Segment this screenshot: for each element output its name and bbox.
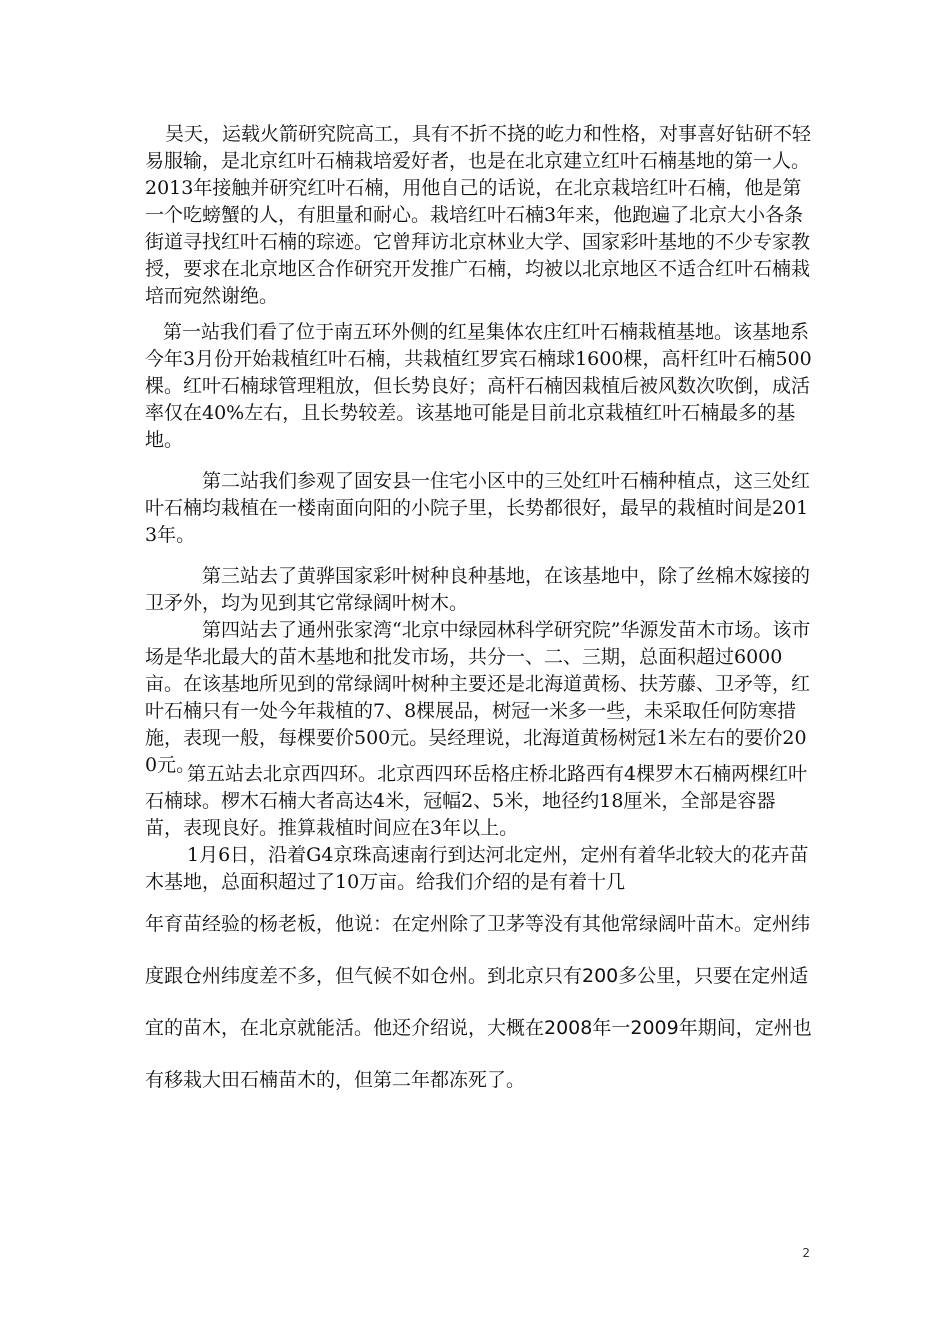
- paragraph-dingzhou-visit: 1月6日，沿着G4京珠高速南行到达河北定州，定州有着华北较大的花卉苗木基地，总面积超过了10万亩。给我们介绍的是有着十几: [145, 844, 809, 893]
- paragraph-wu-tian-intro: 吴天，运载火箭研究院高工，具有不折不挠的屹力和性格，对事喜好钻研不轻易服输，是北京红叶石楠栽培爱好者，也是在北京建立红叶石楠基地的第一人。2013年接触并研究红叶石楠，用他自己的话说，在北京栽培红叶石楠，他是第一个吃螃蟹的人，有胆量和耐心。栽培红叶石楠3年来，他跑遍了北京大小各条街道寻找红叶石楠的琮迹。它曾拜访北京林业大学、国家彩叶基地的不少专家教授，要求在北京地区合作研究开发推广石楠，均被以北京地区不适合红叶石楠栽培而宛然谢绝。: [145, 123, 812, 307]
- paragraph-fifth-stop: 第五站去北京西四环。北京西四环岳格庄桥北路西有4棵罗木石楠两棵红叶石楠球。椤木石楠大者高达4米，冠幅2、5米，地径约18厘米，全部是容器苗，表现良好。推算栽植时间应在3年以上。: [145, 763, 808, 839]
- paragraph-first-stop: 第一站我们看了位于南五环外侧的红星集体农庄红叶石楠栽植基地。该基地系今年3月份开始栽植红叶石楠，共栽植红罗宾石楠球1600棵，高杆红叶石楠500棵。红叶石楠球管理粗放，但长势良好；高杆石楠因栽植后被风数次吹倒，成活率仅在40%左右，且长势较差。该基地可能是目前北京栽植红叶石楠最多的基地。: [145, 321, 812, 451]
- paragraph-fourth-stop: 第四站去了通州张家湾“北京中绿园林科学研究院”华源发苗木市场。该市场是华北最大的苗木基地和批发市场，共分一、二、三期，总面积超过6000亩。在该基地所见到的常绿阔叶树种主要还是北海道黄杨、扶芳藤、卫矛等，红叶石楠只有一处今年栽植的7、8棵展品，树冠一米多一些，未采取任何防寒措施，表现一般，每棵要价500元。吴经理说，北海道黄杨树冠1米左右的要价200元。: [145, 619, 811, 776]
- paragraph-third-stop: 第三站去了黄骅国家彩叶树种良种基地，在该基地中，除了丝棉木嫁接的卫矛外，均为见到其它常绿阔叶树木。: [145, 565, 811, 614]
- page-number: 2: [802, 1246, 810, 1260]
- paragraph-dingzhou-quote: 年育苗经验的杨老板，他说：在定州除了卫茅等没有其他常绿阔叶苗木。定州纬度跟仓州纬度差不多，但气候不如仓州。到北京只有200多公里，只要在定州适宜的苗木，在北京就能活。他还介绍说，大概在2008年一2009年期间，定州也有移栽大田石楠苗木的，但第二年都冻死了。: [145, 913, 812, 1091]
- paragraph-second-stop: 第二站我们参观了固安县一住宅小区中的三处红叶石楠种植点，这三处红叶石楠均栽植在一楼南面向阳的小院子里，长势都很好，最早的栽植时间是2013年。: [145, 470, 811, 546]
